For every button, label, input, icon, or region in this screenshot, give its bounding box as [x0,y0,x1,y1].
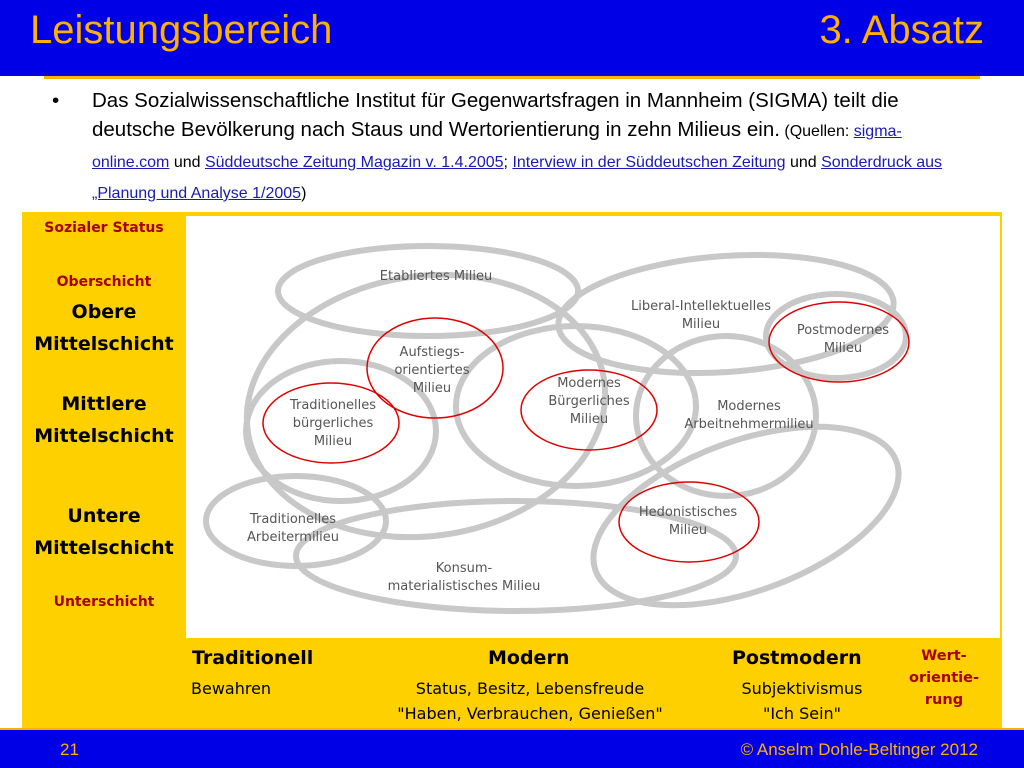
milieu-postmodern-line1: Postmodernes [796,323,890,338]
page-number: 21 [60,740,79,759]
label-obere-1: Obere [71,301,137,323]
label-mittlere-1: Mittlere [61,393,147,415]
label-mittlere-2: Mittelschicht [34,425,174,447]
label-untere-1: Untere [67,505,141,527]
bullet-marker: • [52,89,60,112]
link-sigma-online[interactable]: sigma-online.com [92,123,902,171]
label-wert-2: orientie- [909,670,979,686]
milieu-konsum-line1: Konsum- [435,561,493,576]
milieu-postmodern-line2: Milieu [823,341,863,356]
milieu-modern-buerg-line2: Bürgerliches [548,394,630,409]
sources-and-2: und [785,154,822,171]
milieu-modern-buerg-line1: Modernes [557,376,621,391]
milieu-liberal-line1: Liberal-Intellektuelles [631,299,771,314]
milieu-modern-arb-line1: Modernes [717,399,781,414]
header-content [30,8,984,53]
slide-title: Leistungsbereich [30,8,333,52]
link-sonderdruck[interactable]: Sonderdruck aus „Planung und Analyse 1/2005 [92,154,943,202]
sources-close: ) [301,185,307,202]
social-status-axis [22,212,186,640]
label-post-sub1: Subjektivismus [741,679,863,698]
milieu-aufstieg-line1: Aufstiegs- [399,345,465,360]
label-wert-1: Wert- [921,648,967,664]
label-oberschicht: Oberschicht [56,274,152,290]
ellipse-liberal [554,244,897,383]
copyright-notice: © Anselm Dohle-Beltinger 2012 [740,740,978,759]
sources-and-1: und [169,154,205,171]
label-unterschicht: Unterschicht [53,594,155,610]
milieu-modern-arb-line2: Arbeitnehmermilieu [684,417,814,432]
milieu-hedon-line1: Hedonistisches [638,505,738,520]
header-divider [44,76,980,79]
link-sz-magazin[interactable]: Süddeutsche Zeitung Magazin v. 1.4.2005 [204,154,504,171]
section-label: 3. Absatz [819,8,984,52]
milieu-liberal-line2: Milieu [681,317,721,332]
milieu-modern-buerg-line3: Milieu [569,412,609,427]
milieu-hedon-line2: Milieu [668,523,708,538]
label-untere-2: Mittelschicht [34,537,174,559]
bullet-main-text: Das Sozialwissenschaftliche Institut für Gegenwartsfragen in Mannheim (SIGMA) teilt die deutsche Bevölkerung nach Staus und Wertorientierung in zehn Milieus ein. [92,89,899,141]
label-modern-sub1: Status, Besitz, Lebensfreude [415,679,645,698]
milieu-diagram-svg [186,216,1000,638]
link-sz-interview[interactable]: Interview in der Süddeutschen Zeitung [512,154,786,171]
milieu-aufstieg-line2: orientiertes [394,363,470,378]
footer-divider [0,728,1024,730]
label-wert-3: rung [924,692,964,708]
axis-title-social-status: Sozialer Status [44,220,164,236]
milieu-diagram-canvas [186,216,1000,638]
milieu-trad-arb-line1: Traditionelles [249,512,337,527]
label-modern: Modern [488,647,570,669]
milieu-etabliert: Etabliertes Milieu [379,269,493,284]
milieu-trad-buerg-line2: bürgerliches [292,416,374,431]
label-obere-2: Mittelschicht [34,333,174,355]
milieu-trad-buerg-line1: Traditionelles [289,398,377,413]
sources-prefix: (Quellen: [779,123,854,140]
label-modern-sub2: "Haben, Verbrauchen, Genießen" [397,704,663,723]
label-post-sub2: "Ich Sein" [762,704,842,723]
milieu-konsum-line2: materialistisches Milieu [387,579,541,594]
sources-separator: ; [503,154,513,171]
bullet-text [92,86,972,208]
milieu-trad-arb-line2: Arbeitermilieu [246,530,340,545]
label-traditionell: Traditionell [192,647,314,669]
milieu-aufstieg-line3: Milieu [412,381,452,396]
label-postmodern: Postmodern [732,647,862,669]
label-bewahren: Bewahren [191,679,272,698]
milieu-trad-buerg-line3: Milieu [313,434,353,449]
